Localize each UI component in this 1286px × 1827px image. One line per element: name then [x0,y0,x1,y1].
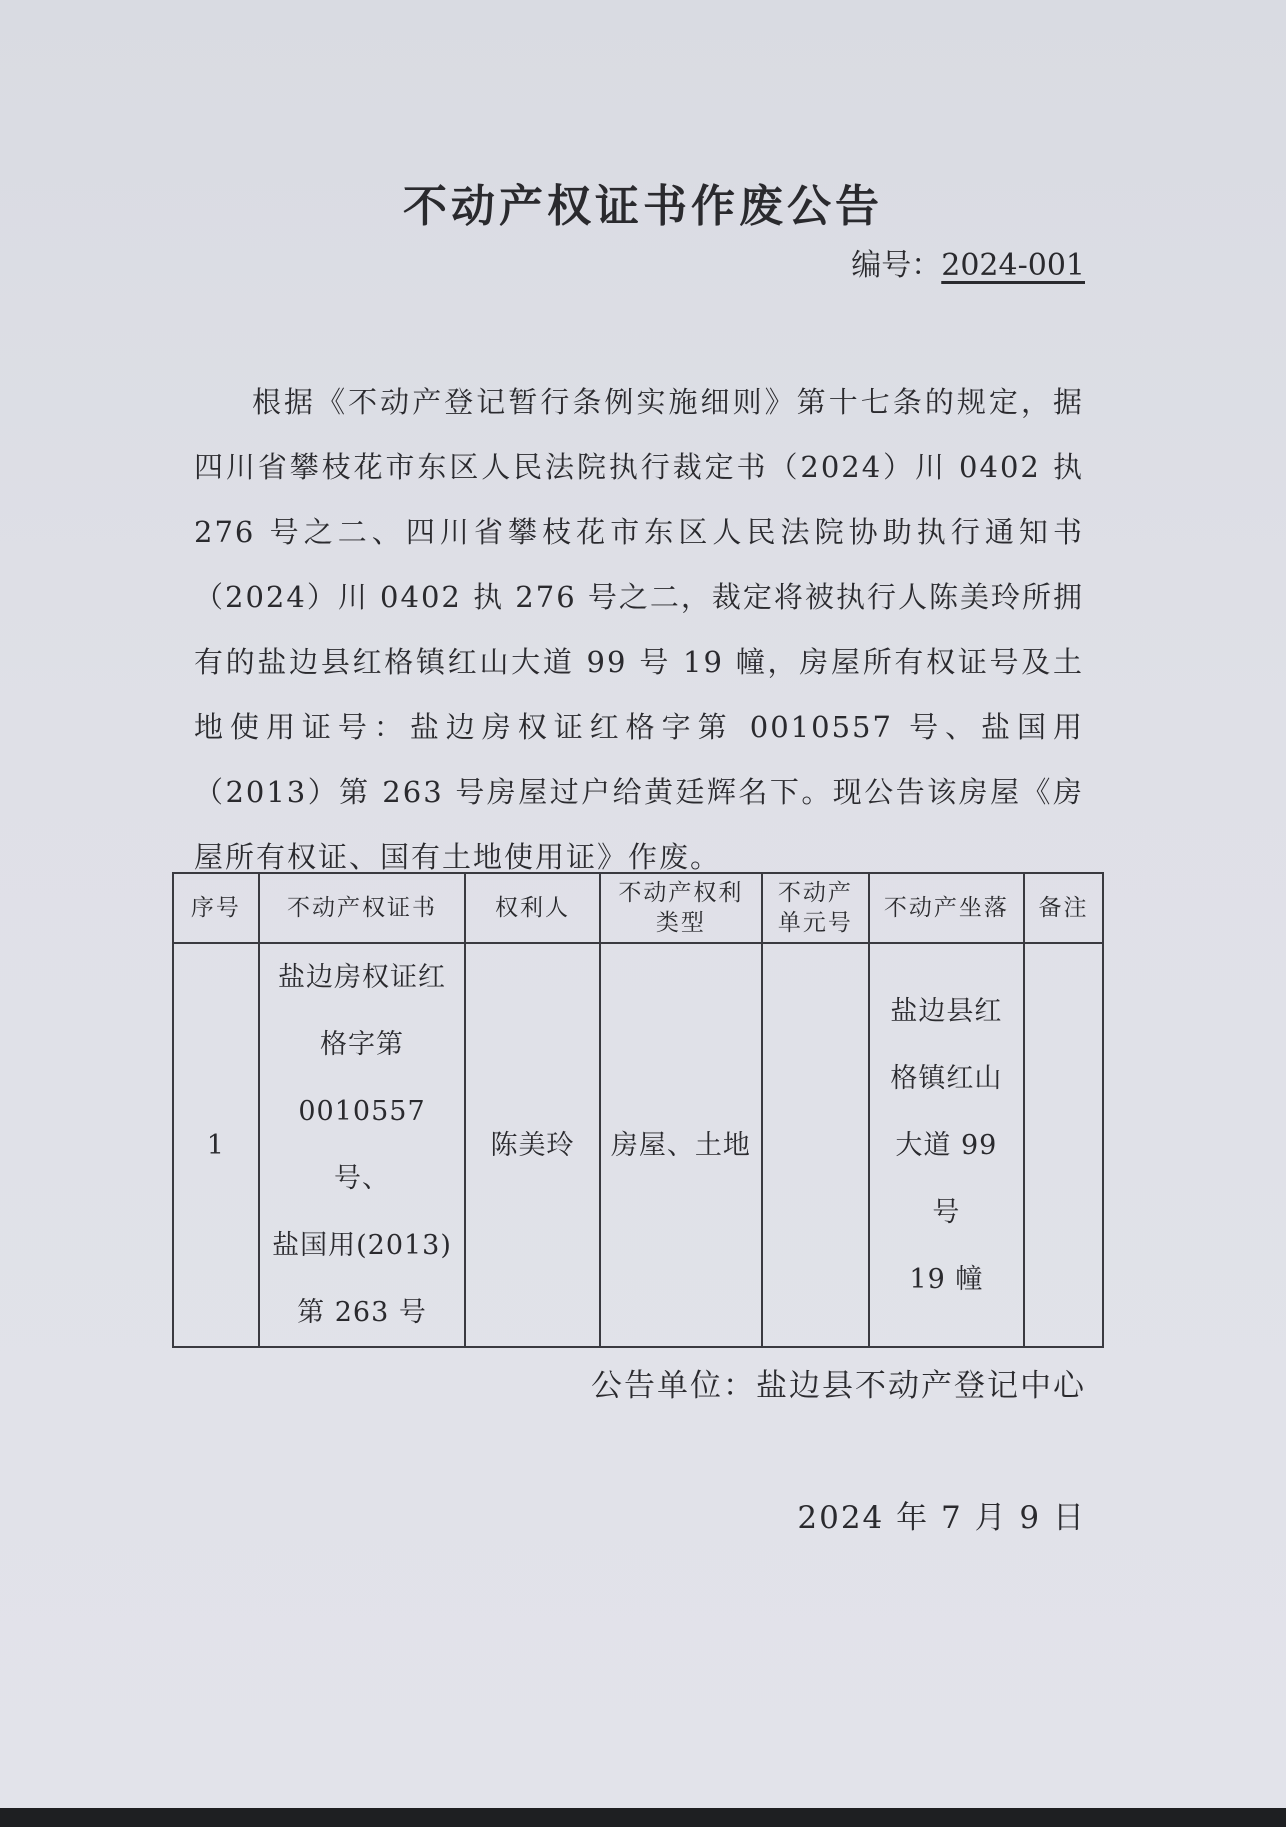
cell-location: 盐边县红 格镇红山 大道 99 号 19 幢 [869,943,1024,1347]
cell-owner: 陈美玲 [465,943,600,1347]
header-unit-number: 不动产 单元号 [762,873,869,943]
header-right-type: 不动产权利 类型 [600,873,762,943]
table-header-row [173,873,1103,943]
cell-right-type: 房屋、土地 [600,943,762,1347]
header-owner: 权利人 [465,873,600,943]
document-number-value: 2024-001 [941,248,1085,283]
issuing-unit: 公告单位：盐边县不动产登记中心 [591,1368,1086,1404]
notice-body: 根据《不动产登记暂行条例实施细则》第十七条的规定，据四川省攀枝花市东区人民法院执行裁定书（2024）川 0402 执 276 号之二、四川省攀枝花市东区人民法院协助执行通知书（2024）川 0402 执 276 号之二，裁定将被执行人陈美玲所拥有的盐边县红格镇红山大道 99 号 19 幢，房屋所有权证号及土地使用证号：盐边房权证红格字第 0010557 号、盐国用（2013）第 263 号房屋过户给黄廷辉名下。现公告该房屋《房屋所有权证、国有土地使用证》作废。 [194,385,1084,874]
issue-date: 2024 年 7 月 9 日 [797,1500,1086,1536]
document-number-label: 编号： [851,248,942,283]
cell-seq: 1 [173,943,259,1347]
header-location: 不动产坐落 [869,873,1024,943]
table-row [173,943,1103,1347]
document-title: 不动产权证书作废公告 [403,181,883,232]
document-number [851,240,1085,284]
certificate-table [172,872,1104,1348]
cell-unit-number [762,943,869,1347]
header-certificate: 不动产权证书 [259,873,465,943]
cell-certificate: 盐边房权证红 格字第 0010557 号、 盐国用(2013) 第 263 号 [259,943,465,1347]
header-seq: 序号 [173,873,259,943]
header-remark: 备注 [1024,873,1103,943]
cell-remark [1024,943,1103,1347]
